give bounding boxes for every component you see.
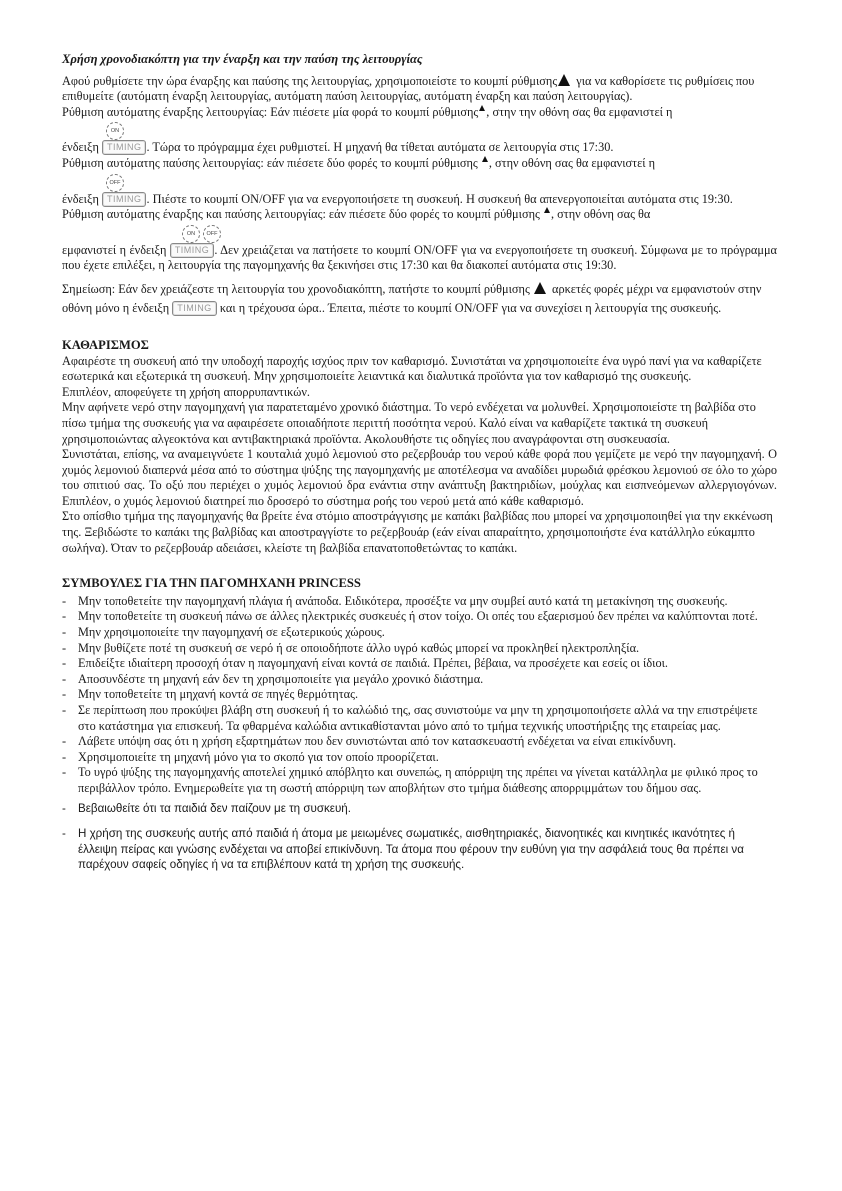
timing-indicator-icon: TIMING	[102, 192, 147, 207]
timer-p4-text-d: . Δεν χρειάζεται να πατήσετε το κουμπί ON/OFF για να ενεργοποιήσετε τη συσκευή. Σύμφωνα με το πρόγραμμα που έχετε επιλέξει, η λειτουργία της παγομηχανής θα ξεκινήσει στις 17:30 και θα διακοπεί αυτόματα στις 19:30.	[62, 242, 777, 273]
list-item: - Χρησιμοποιείτε τη μηχανή μόνο για το σκοπό για τον οποίο προορίζεται.	[62, 750, 777, 766]
timer-p3-text-d: . Πιέστε το κουμπί ON/OFF για να ενεργοποιήσετε τη συσκευή. Η συσκευή θα απενεργοποιείται αυτόματα στις 19:30.	[146, 191, 733, 206]
timer-p4-text-a: Ρύθμιση αυτόματης έναρξης και παύσης λειτουργίας: εάν πιέσετε δύο φορές το κουμπί ρύθμισης	[62, 207, 540, 222]
cleaning-heading: ΚΑΘΑΡΙΣΜΟΣ	[62, 337, 149, 352]
up-arrow-icon	[479, 105, 485, 111]
list-item: - Μην τοποθετείτε την παγομηχανή πλάγια ή ανάποδα. Ειδικότερα, προσέξτε να μην συμβεί αυτό κατά τη μετακίνηση της συσκευής.	[62, 594, 777, 610]
timer-paragraph-4b	[62, 243, 777, 274]
timer-paragraph-3	[62, 156, 777, 172]
list-item: - Μην τοποθετείτε τη συσκευή πάνω σε άλλες ηλεκτρικές συσκευές ή στον τοίχο. Οι οπές του εξαερισμού δεν πρέπει να καλύπτονται ποτέ.	[62, 609, 777, 625]
timer-p1-text-b: για να καθορίσετε τις ρυθμίσεις που επιθυμείτε (αυτόματη έναρξη λειτουργίας, αυτόματη παύση λειτουργίας, αυτόματη έναρξη και παύση λειτουργίας).	[62, 73, 755, 104]
timer-note-text-b: αρκετές φορές μέχρι να εμφανιστούν στην οθόνη μόνο η ένδειξη	[62, 281, 762, 315]
list-item: - Επιδείξτε ιδιαίτερη προσοχή όταν η παγομηχανή είναι κοντά σε παιδιά. Πρέπει, βέβαια, να προσέχετε και εσείς οι ίδιοι.	[62, 656, 777, 672]
timer-p3-text-b: , στην οθόνη σας θα εμφανιστεί η	[488, 155, 656, 170]
timer-p3-text-c: ένδειξη	[62, 191, 99, 206]
timing-indicator-icon: TIMING	[172, 301, 217, 316]
list-item: - Βεβαιωθείτε ότι τα παιδιά δεν παίζουν με τη συσκευή.	[62, 801, 777, 817]
timer-p2-text-a: Ρύθμιση αυτόματης έναρξης λειτουργίας: Εάν πιέσετε μία φορά το κουμπί ρύθμισης	[62, 104, 479, 119]
cleaning-paragraph-5: Στο οπίσθιο τμήμα της παγομηχανής θα βρείτε ένα στόμιο αποστράγγισης με καπάκι βαλβίδας που μπορεί να χρησιμοποιηθεί για την εκκένωση της. Ξεβιδώστε το καπάκι της βαλβίδας και αποστραγγίστε το ρεζερβουάρ (εάν είναι απαραίτητο, χρησιμοποιήστε ένα κατάλληλο εύκαμπτο σωλήνα). Όταν το ρεζερβουάρ αδειάσει, κλείστε τη βαλβίδα επανατοποθετώντας το καπάκι.	[62, 509, 773, 555]
timer-p2-text-c: ένδειξη	[62, 140, 99, 155]
clock-off-icon: OFF	[203, 225, 221, 243]
clock-on-icon: ON	[182, 225, 200, 243]
cleaning-paragraph-4: Συνιστάται, επίσης, να αναμειγνύετε 1 κουταλιά χυμό λεμονιού στο ρεζερβουάρ του νερού κάθε φορά που γεμίζετε με νερό την παγομηχανή. Ο χυμός λεμονιού διαπερνά μέσα από το σύστημα ψύξης της παγομηχανής με αποτέλεσμα να αναδίδει μυρωδιά φρέσκου λεμονιού σε όλο το χώρο του σπιτιού σας. Το οξύ που περιέχει ο χυμός λεμονιού δρα ενάντια στην ανάπτυξη βακτηριδίων, μούχλας και εισπνεόμενων αλλεργιογόνων. Επιπλέον, ο χυμός λεμονιού διατηρεί πιο δροσερό το σύστημα ροής του νερού μετά από κάθε καθαρισμό.	[62, 447, 777, 508]
cleaning-paragraph-1: Αφαιρέστε τη συσκευή από την υποδοχή παροχής ισχύος πριν τον καθαρισμό. Συνιστάται να χρησιμοποιείτε ένα υγρό πανί για να καθαρίζετε εσωτερικά και εξωτερικά τη συσκευή. Μην χρησιμοποιείτε λειαντικά και διαλυτικά προϊόντα για τον καθαρισμό της συσκευής.	[62, 353, 762, 384]
timer-note-text-a: Σημείωση: Εάν δεν χρειάζεστε τη λειτουργία του χρονοδιακόπτη, πατήστε το κουμπί ρύθμισης	[62, 281, 530, 296]
timer-paragraph-2b	[62, 140, 777, 156]
list-item: - Μην τοποθετείτε τη μηχανή κοντά σε πηγές θερμότητας.	[62, 687, 777, 703]
indicator-row-on	[62, 120, 777, 140]
list-item: - Η χρήση της συσκευής αυτής από παιδιά ή άτομα με μειωμένες σωματικές, αισθητηριακές, διανοητικές και κινητικές ικανότητες ή έλλειψη πείρας και γνώσης ενδέχεται να αποβεί επικίνδυνη. Τα άτομα που φέρουν την ευθύνη για την ασφάλειά τους θα πρέπει να παρέχουν σαφείς οδηγίες ή να τα επιβλέπουν κατά τη χρήση της συσκευής.	[62, 826, 777, 873]
up-arrow-icon	[482, 156, 488, 162]
up-arrow-icon	[544, 207, 550, 213]
list-item: - Σε περίπτωση που προκύψει βλάβη στη συσκευή ή το καλώδιό της, σας συνιστούμε να μην τη χρησιμοποιήσετε αλλά να την επιστρέψετε στο κατάστημα για επισκευή. Τα φθαρμένα καλώδια αντικαθίστανται μόνο από το τμήμα τεχνικής υποστήριξης της εταιρείας μας.	[62, 703, 777, 734]
timer-paragraph-4	[62, 207, 777, 223]
timer-p2-text-b: , στην την οθόνη σας θα εμφανιστεί η	[486, 104, 673, 119]
indicator-row-on-off	[62, 223, 777, 243]
clock-on-icon: ON	[106, 122, 124, 140]
timer-note-text-c: και η τρέχουσα ώρα.. Έπειτα, πιέστε το κουμπί ON/OFF για να συνεχίσει η λειτουργία της συσκευής.	[216, 300, 722, 315]
up-arrow-icon	[558, 74, 570, 86]
timer-p4-text-c: εμφανιστεί η ένδειξη	[62, 242, 167, 257]
timer-p3-text-a: Ρύθμιση αυτόματης παύσης λειτουργίας: εάν πιέσετε δύο φορές το κουμπί ρύθμισης	[62, 155, 478, 170]
tips-heading: ΣΥΜΒΟΥΛΕΣ ΓΙΑ ΤΗΝ ΠΑΓΟΜΗΧΑΝΗ PRINCESS	[62, 576, 361, 591]
timer-heading: Χρήση χρονοδιακόπτη για την έναρξη και την παύση της λειτουργίας	[62, 52, 423, 66]
timer-p1-text-a: Αφού ρυθμίσετε την ώρα έναρξης και παύσης της λειτουργίας, χρησιμοποιείστε το κουμπί ρύθμισης	[62, 73, 558, 88]
cleaning-paragraph-3: Μην αφήνετε νερό στην παγομηχανή για παρατεταμένο χρονικό διάστημα. Το νερό ενδέχεται να μολυνθεί. Χρησιμοποιείστε τη βαλβίδα στο πίσω τμήμα της συσκευής για να αφαιρέσετε οποιαδήποτε περιττή ποσότητα νερού. Καλό είναι να καθαρίζετε τακτικά τη συσκευή χρησιμοποιώντας αλγεοκτόνα και αντιβακτηριακά προϊόντα. Ακολουθήστε τις οδηγίες που αναγράφονται στη συσκευασία.	[62, 400, 756, 446]
timing-indicator-icon: TIMING	[170, 243, 215, 258]
timer-p2-text-d: . Τώρα το πρόγραμμα έχει ρυθμιστεί. Η μηχανή θα τίθεται αυτόματα σε λειτουργία στις 17:30.	[146, 140, 614, 155]
indicator-row-off	[62, 172, 777, 192]
timer-paragraph-2	[62, 105, 777, 121]
list-item: - Μην χρησιμοποιείτε την παγομηχανή σε εξωτερικούς χώρους.	[62, 625, 777, 641]
up-arrow-icon	[534, 282, 546, 294]
list-item: - Αποσυνδέστε τη μηχανή εάν δεν τη χρησιμοποιείτε για μεγάλο χρονικό διάστημα.	[62, 672, 777, 688]
clock-off-icon: OFF	[106, 174, 124, 192]
timer-paragraph-1	[62, 74, 777, 105]
document-page	[62, 52, 777, 873]
list-item: - Το υγρό ψύξης της παγομηχανής αποτελεί χημικό απόβλητο και συνεπώς, η απόρριψη της πρέπει να γίνεται κατάλληλα με φιλικό προς το περιβάλλον τρόπο. Ενημερωθείτε για τη σωστή απόρριψη των αποβλήτων στο τμήμα διάθεσης απορριμμάτων του δήμου σας.	[62, 765, 777, 796]
tips-list	[62, 594, 777, 873]
timer-paragraph-3b	[62, 192, 777, 208]
cleaning-paragraph-2: Επιπλέον, αποφεύγετε τη χρήση απορρυπαντικών.	[62, 384, 310, 399]
timer-p4-text-b: , στην οθόνη σας θα	[550, 207, 651, 222]
list-item: - Λάβετε υπόψη σας ότι η χρήση εξαρτημάτων που δεν συνιστώνται από τον κατασκευαστή ενδέχεται να είναι επικίνδυνη.	[62, 734, 777, 750]
timing-indicator-icon: TIMING	[102, 140, 147, 155]
timer-note	[62, 280, 777, 318]
list-item: - Μην βυθίζετε ποτέ τη συσκευή σε νερό ή σε οποιοδήποτε άλλο υγρό καθώς μπορεί να προκληθεί ηλεκτροπληξία.	[62, 641, 777, 657]
